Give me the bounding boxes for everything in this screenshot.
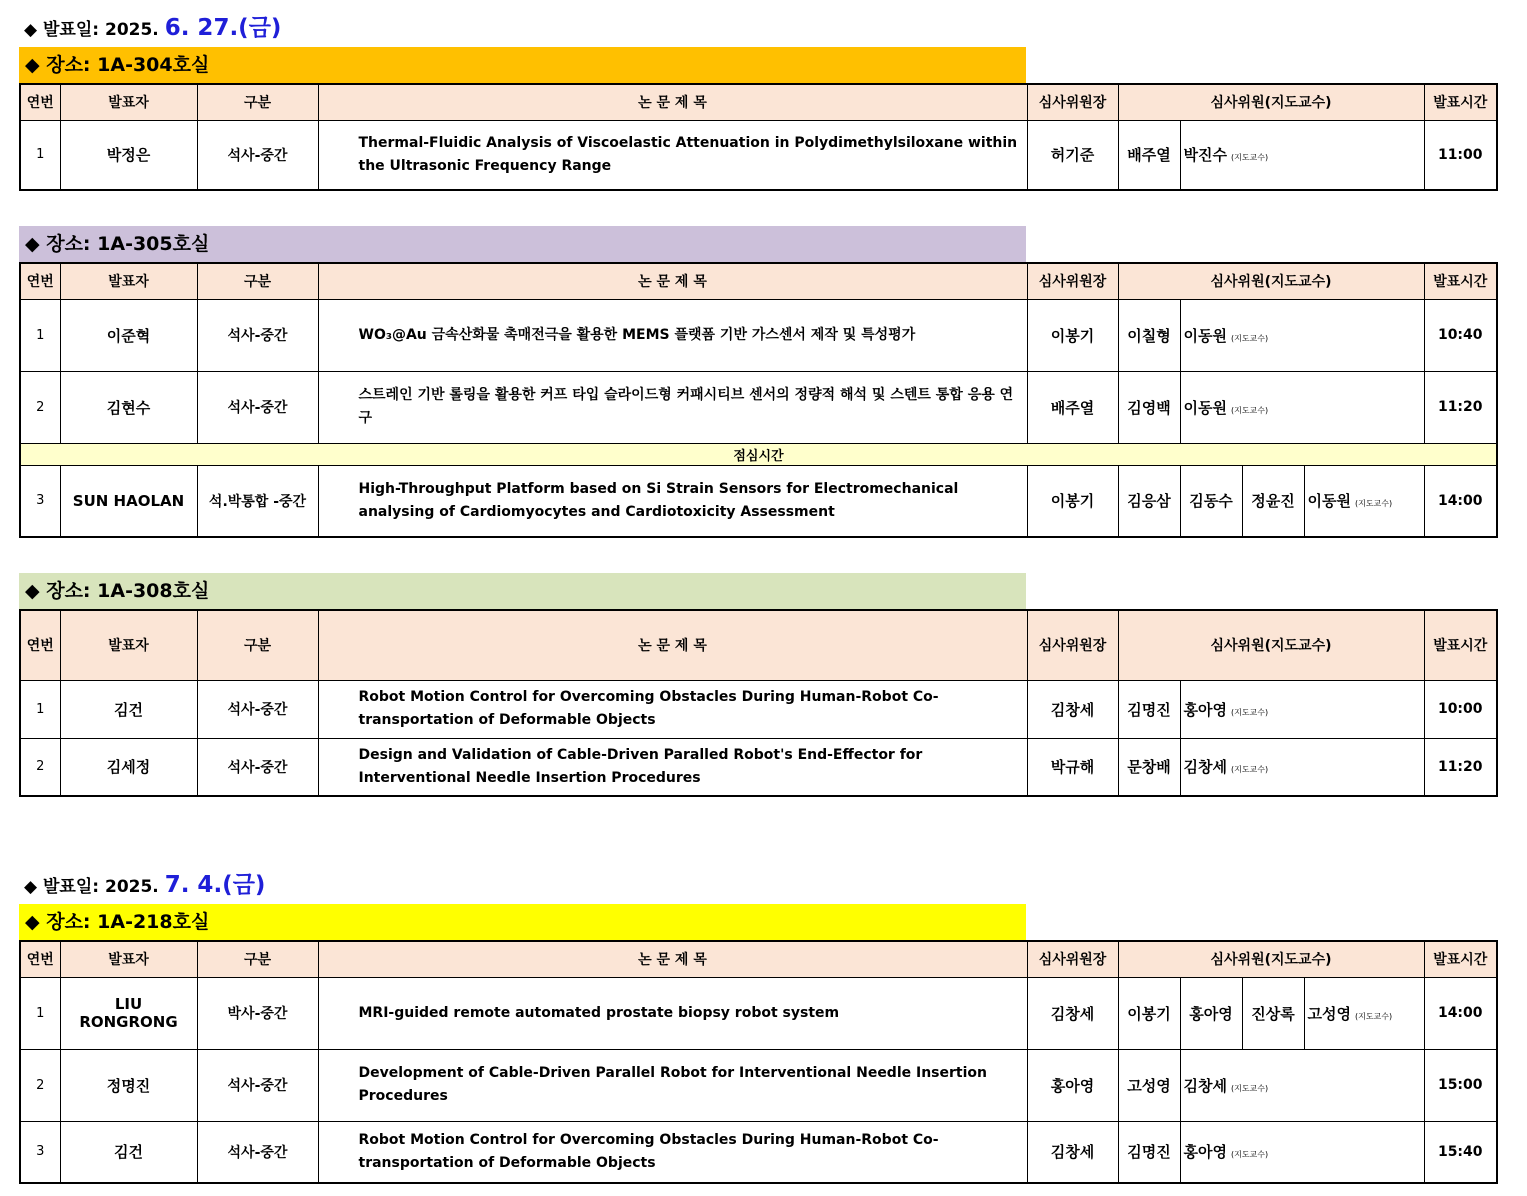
committee-member: 정윤진 bbox=[1242, 465, 1304, 537]
thesis-title: Design and Validation of Cable-Driven Paralled Robot's End-Effector for Interventional Needle Insertion Procedures bbox=[318, 738, 1027, 796]
row-number: 2 bbox=[20, 1049, 60, 1121]
header-title: 논 문 제 목 bbox=[318, 941, 1027, 977]
presentation-time: 11:20 bbox=[1424, 371, 1497, 443]
room-section bbox=[19, 904, 1498, 1184]
committee-member: 문창배 bbox=[1118, 738, 1180, 796]
lunch-row bbox=[20, 443, 1497, 465]
table-row bbox=[20, 1121, 1497, 1183]
header-no: 연번 bbox=[20, 941, 60, 977]
degree-type: 석사-중간 bbox=[197, 738, 318, 796]
advisor-cell bbox=[1180, 1049, 1424, 1121]
table-row bbox=[20, 120, 1497, 190]
table-row bbox=[20, 738, 1497, 796]
advisor-tag: (지도교수) bbox=[1354, 1011, 1393, 1021]
advisor-name: 홍아영 bbox=[1183, 1143, 1227, 1162]
row-number: 1 bbox=[20, 977, 60, 1049]
schedule-table bbox=[19, 83, 1498, 191]
header-time: 발표시간 bbox=[1424, 84, 1497, 120]
committee-chair: 박규해 bbox=[1027, 738, 1118, 796]
thesis-title: 스트레인 기반 롤링을 활용한 커프 타입 슬라이드형 커패시티브 센서의 정량적 해석 및 스텐트 통합 응용 연구 bbox=[318, 371, 1027, 443]
table-row bbox=[20, 299, 1497, 371]
room-label: ◆ 장소: 1A-305호실 bbox=[19, 226, 1026, 262]
committee-member: 홍아영 bbox=[1180, 977, 1242, 1049]
advisor-cell bbox=[1180, 371, 1424, 443]
advisor-tag: (지도교수) bbox=[1354, 499, 1393, 509]
committee-chair: 김창세 bbox=[1027, 680, 1118, 738]
header-presenter: 발표자 bbox=[60, 263, 197, 299]
committee-member: 이봉기 bbox=[1118, 977, 1180, 1049]
header-time: 발표시간 bbox=[1424, 263, 1497, 299]
thesis-title: WO₃@Au 금속산화물 촉매전극을 활용한 MEMS 플랫폼 기반 가스센서 제작 및 특성평가 bbox=[318, 299, 1027, 371]
header-chair: 심사위원장 bbox=[1027, 263, 1118, 299]
presentation-time: 14:00 bbox=[1424, 977, 1497, 1049]
header-type: 구분 bbox=[197, 263, 318, 299]
header-type: 구분 bbox=[197, 941, 318, 977]
header-no: 연번 bbox=[20, 610, 60, 680]
table-header-row bbox=[20, 610, 1497, 680]
date-label: ◆ 발표일: bbox=[24, 20, 100, 40]
advisor-tag: (지도교수) bbox=[1230, 1150, 1269, 1160]
header-no: 연번 bbox=[20, 263, 60, 299]
presenter-name: SUN HAOLAN bbox=[60, 465, 197, 537]
committee-chair: 이봉기 bbox=[1027, 299, 1118, 371]
advisor-name: 박진수 bbox=[1183, 146, 1227, 165]
presentation-time: 10:40 bbox=[1424, 299, 1497, 371]
header-type: 구분 bbox=[197, 84, 318, 120]
header-members: 심사위원(지도교수) bbox=[1118, 263, 1424, 299]
room-label: ◆ 장소: 1A-308호실 bbox=[19, 573, 1026, 609]
thesis-title: High-Throughput Platform based on Si Strain Sensors for Electromechanical analysing of Cardiomyocytes and Cardiotoxicity Assessment bbox=[318, 465, 1027, 537]
header-chair: 심사위원장 bbox=[1027, 941, 1118, 977]
advisor-name: 이동원 bbox=[1183, 398, 1227, 417]
presenter-name: 이준혁 bbox=[60, 299, 197, 371]
advisor-cell bbox=[1180, 738, 1424, 796]
header-presenter: 발표자 bbox=[60, 610, 197, 680]
committee-member: 김동수 bbox=[1180, 465, 1242, 537]
presentation-date-line bbox=[24, 866, 265, 899]
advisor-tag: (지도교수) bbox=[1230, 1083, 1269, 1093]
presenter-name: LIU RONGRONG bbox=[60, 977, 197, 1049]
presentation-time: 11:00 bbox=[1424, 120, 1497, 190]
header-members: 심사위원(지도교수) bbox=[1118, 84, 1424, 120]
table-row bbox=[20, 371, 1497, 443]
advisor-name: 이동원 bbox=[1183, 326, 1227, 345]
presentation-time: 11:20 bbox=[1424, 738, 1497, 796]
presentation-time: 10:00 bbox=[1424, 680, 1497, 738]
advisor-name: 이동원 bbox=[1307, 492, 1351, 511]
degree-type: 석사-중간 bbox=[197, 1121, 318, 1183]
schedule-table bbox=[19, 940, 1498, 1184]
schedule-table bbox=[19, 609, 1498, 797]
presenter-name: 김건 bbox=[60, 1121, 197, 1183]
room-section bbox=[19, 573, 1498, 797]
presenter-name: 김세정 bbox=[60, 738, 197, 796]
header-presenter: 발표자 bbox=[60, 941, 197, 977]
header-chair: 심사위원장 bbox=[1027, 610, 1118, 680]
advisor-tag: (지도교수) bbox=[1230, 405, 1269, 415]
committee-chair: 허기준 bbox=[1027, 120, 1118, 190]
header-title: 논 문 제 목 bbox=[318, 610, 1027, 680]
lunch-break: 점심시간 bbox=[20, 443, 1497, 465]
presenter-name: 김건 bbox=[60, 680, 197, 738]
committee-member: 김응삼 bbox=[1118, 465, 1180, 537]
date-label: ◆ 발표일: bbox=[24, 877, 100, 897]
room-section bbox=[19, 47, 1498, 191]
advisor-cell bbox=[1180, 120, 1424, 190]
committee-member: 김영백 bbox=[1118, 371, 1180, 443]
degree-type: 석.박통합 -중간 bbox=[197, 465, 318, 537]
thesis-title: MRI-guided remote automated prostate biopsy robot system bbox=[318, 977, 1027, 1049]
advisor-cell bbox=[1180, 1121, 1424, 1183]
row-number: 2 bbox=[20, 738, 60, 796]
presentation-date-line bbox=[24, 9, 281, 42]
advisor-cell bbox=[1304, 977, 1424, 1049]
committee-member: 김명진 bbox=[1118, 680, 1180, 738]
advisor-cell bbox=[1180, 299, 1424, 371]
row-number: 1 bbox=[20, 120, 60, 190]
schedule-table bbox=[19, 262, 1498, 538]
header-members: 심사위원(지도교수) bbox=[1118, 941, 1424, 977]
degree-type: 석사-중간 bbox=[197, 680, 318, 738]
committee-member: 이칠형 bbox=[1118, 299, 1180, 371]
degree-type: 석사-중간 bbox=[197, 1049, 318, 1121]
room-label: ◆ 장소: 1A-218호실 bbox=[19, 904, 1026, 940]
thesis-title: Thermal-Fluidic Analysis of Viscoelastic Attenuation in Polydimethylsiloxane within the Ultrasonic Frequency Range bbox=[318, 120, 1027, 190]
committee-chair: 김창세 bbox=[1027, 1121, 1118, 1183]
thesis-title: Robot Motion Control for Overcoming Obstacles During Human-Robot Co-transportation of Deformable Objects bbox=[318, 680, 1027, 738]
header-title: 논 문 제 목 bbox=[318, 263, 1027, 299]
advisor-name: 김창세 bbox=[1183, 1076, 1227, 1095]
row-number: 3 bbox=[20, 1121, 60, 1183]
committee-chair: 홍아영 bbox=[1027, 1049, 1118, 1121]
degree-type: 석사-중간 bbox=[197, 299, 318, 371]
header-presenter: 발표자 bbox=[60, 84, 197, 120]
advisor-tag: (지도교수) bbox=[1230, 333, 1269, 343]
degree-type: 박사-중간 bbox=[197, 977, 318, 1049]
table-header-row bbox=[20, 84, 1497, 120]
advisor-tag: (지도교수) bbox=[1230, 765, 1269, 775]
committee-member: 김명진 bbox=[1118, 1121, 1180, 1183]
presenter-name: 박정은 bbox=[60, 120, 197, 190]
header-members: 심사위원(지도교수) bbox=[1118, 610, 1424, 680]
advisor-tag: (지도교수) bbox=[1230, 153, 1269, 163]
date-year: 2025. bbox=[104, 877, 159, 897]
advisor-name: 김창세 bbox=[1183, 758, 1227, 777]
degree-type: 석사-중간 bbox=[197, 371, 318, 443]
table-row bbox=[20, 680, 1497, 738]
table-row bbox=[20, 977, 1497, 1049]
presentation-time: 15:40 bbox=[1424, 1121, 1497, 1183]
header-time: 발표시간 bbox=[1424, 941, 1497, 977]
advisor-tag: (지도교수) bbox=[1230, 707, 1269, 717]
table-header-row bbox=[20, 941, 1497, 977]
presentation-time: 14:00 bbox=[1424, 465, 1497, 537]
committee-chair: 이봉기 bbox=[1027, 465, 1118, 537]
row-number: 1 bbox=[20, 299, 60, 371]
header-title: 논 문 제 목 bbox=[318, 84, 1027, 120]
header-chair: 심사위원장 bbox=[1027, 84, 1118, 120]
table-row bbox=[20, 465, 1497, 537]
advisor-cell bbox=[1180, 680, 1424, 738]
thesis-title: Development of Cable-Driven Parallel Robot for Interventional Needle Insertion Procedures bbox=[318, 1049, 1027, 1121]
room-label: ◆ 장소: 1A-304호실 bbox=[19, 47, 1026, 83]
row-number: 2 bbox=[20, 371, 60, 443]
advisor-cell bbox=[1304, 465, 1424, 537]
room-section bbox=[19, 226, 1498, 538]
presentation-time: 15:00 bbox=[1424, 1049, 1497, 1121]
committee-member: 배주열 bbox=[1118, 120, 1180, 190]
table-header-row bbox=[20, 263, 1497, 299]
thesis-title: Robot Motion Control for Overcoming Obstacles During Human-Robot Co-transportation of Deformable Objects bbox=[318, 1121, 1027, 1183]
table-row bbox=[20, 1049, 1497, 1121]
row-number: 1 bbox=[20, 680, 60, 738]
date-value: 6. 27.(금) bbox=[164, 15, 282, 41]
committee-member: 고성영 bbox=[1118, 1049, 1180, 1121]
date-year: 2025. bbox=[104, 20, 159, 40]
committee-chair: 김창세 bbox=[1027, 977, 1118, 1049]
row-number: 3 bbox=[20, 465, 60, 537]
presenter-name: 김현수 bbox=[60, 371, 197, 443]
presenter-name: 정명진 bbox=[60, 1049, 197, 1121]
committee-member: 진상록 bbox=[1242, 977, 1304, 1049]
header-no: 연번 bbox=[20, 84, 60, 120]
date-value: 7. 4.(금) bbox=[164, 872, 266, 898]
committee-chair: 배주열 bbox=[1027, 371, 1118, 443]
advisor-name: 홍아영 bbox=[1183, 700, 1227, 719]
header-time: 발표시간 bbox=[1424, 610, 1497, 680]
advisor-name: 고성영 bbox=[1307, 1004, 1351, 1023]
header-type: 구분 bbox=[197, 610, 318, 680]
degree-type: 석사-중간 bbox=[197, 120, 318, 190]
